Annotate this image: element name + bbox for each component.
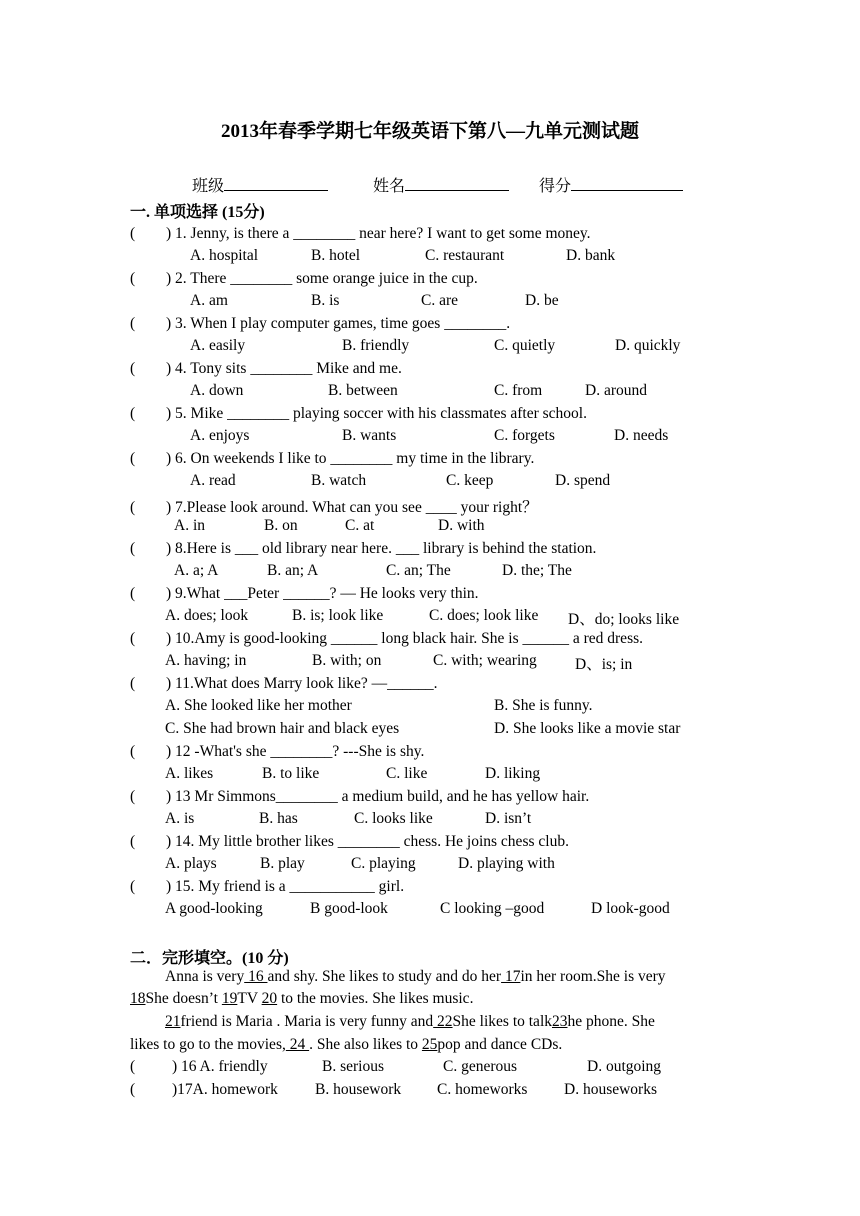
question-stem: ) 14. My little brother likes ________ chess. He joins chess club. (166, 833, 569, 850)
option-a[interactable]: A. plays (165, 855, 217, 872)
option-b[interactable]: B. wants (342, 427, 397, 444)
passage-text: . She also likes to (309, 1036, 422, 1053)
passage-text: he phone. She (567, 1013, 655, 1030)
question-stem: ) 12 -What's she ________? ---She is shy. (166, 743, 425, 760)
option-b[interactable]: B good-look (310, 900, 388, 917)
question-5: ( ) 5. Mike ________ playing soccer with his classmates after school. (130, 405, 587, 422)
option-c[interactable]: C. quietly (494, 337, 556, 354)
option-c[interactable]: C. restaurant (425, 247, 505, 264)
option-a[interactable]: A. enjoys (190, 427, 250, 444)
question-11: ( ) 11.What does Marry look like? —______. (130, 675, 438, 692)
question-7: ( ) 7.Please look around. What can you see ____ your right？ (130, 499, 538, 516)
option-d[interactable]: D. with (438, 517, 485, 534)
passage-text: and shy. She likes to study and do her (267, 968, 502, 985)
option-c[interactable]: C. at (345, 517, 375, 534)
passage-text: pop and dance CDs. (437, 1036, 563, 1053)
question-9: ( ) 9.What ___Peter ______? — He looks very thin. (130, 585, 479, 602)
option-d[interactable]: D. needs (614, 427, 669, 444)
question-12: ( ) 12 -What's she ________? ---She is shy. (130, 743, 425, 760)
question-14: ( ) 14. My little brother likes ________ chess. He joins chess club. (130, 833, 569, 850)
option-c[interactable]: C. from (494, 382, 543, 399)
option-d[interactable]: D. the; The (502, 562, 572, 579)
option-a[interactable]: A. having; in (165, 652, 247, 669)
question-17: ( )17A. homework (130, 1081, 278, 1098)
passage-text: TV (237, 990, 262, 1007)
name-field (373, 173, 509, 196)
question-3: ( ) 3. When I play computer games, time goes ________. (130, 315, 511, 332)
passage-line-1 (165, 968, 666, 986)
passage-line-4 (130, 1036, 562, 1054)
blank-23: 23 (552, 1013, 568, 1030)
blank-18: 18 (130, 990, 146, 1007)
option-b[interactable]: B. an; A (267, 562, 319, 579)
question-8: ( ) 8.Here is ___ old library near here. ___ library is behind the station. (130, 540, 597, 557)
blank-16: 16 (244, 968, 268, 985)
question-stem: ) 15. My friend is a ___________ girl. (166, 878, 405, 895)
option-d[interactable]: D、do; looks like (568, 611, 680, 628)
option-b[interactable]: B. between (328, 382, 398, 399)
question-stem: ) 6. On weekends I like to ________ my time in the library. (166, 450, 535, 467)
question-2: ( ) 2. There ________ some orange juice in the cup. (130, 270, 478, 287)
name-label: 姓名 (373, 178, 406, 195)
question-stem: ) 11.What does Marry look like? —______. (166, 675, 438, 692)
score-blank[interactable] (571, 175, 683, 191)
option-d[interactable]: D. isn’t (485, 810, 532, 827)
option-c[interactable]: C. are (421, 292, 459, 309)
question-1: ( ) 1. Jenny, is there a ________ near here? I want to get some money. (130, 225, 591, 242)
question-stem: ) 8.Here is ___ old library near here. ___ library is behind the station. (166, 540, 597, 557)
option-a[interactable]: A. read (190, 472, 236, 489)
page-title: 2013年春季学期七年级英语下第八—九单元测试题 (220, 121, 639, 142)
option-c[interactable]: C. does; look like (429, 607, 539, 624)
passage-text: likes to go to the movies, (130, 1036, 286, 1053)
option-c[interactable]: C looking –good (440, 900, 545, 917)
option-c[interactable]: C. generous (443, 1058, 518, 1075)
question-stem: ) 13 Mr Simmons________ a medium build, and he has yellow hair. (166, 788, 590, 805)
blank-20: 20 (261, 990, 278, 1007)
question-stem: ) 9.What ___Peter ______? — He looks very thin. (166, 585, 479, 602)
option-b[interactable]: B. to like (262, 765, 320, 782)
passage-line-2 (130, 990, 473, 1008)
option-b[interactable]: B. is (311, 292, 340, 309)
passage-text: to the movies. She likes music. (277, 990, 474, 1007)
option-b[interactable]: B. is; look like (292, 607, 384, 624)
option-d[interactable]: D. playing with (458, 855, 555, 872)
option-c[interactable]: C. looks like (354, 810, 433, 827)
section1-heading: 一. 单项选择 (15分) (130, 204, 265, 221)
section2-heading: 二．完形填空。(10 分) (130, 950, 289, 967)
question-13: ( ) 13 Mr Simmons________ a medium build, and he has yellow hair. (130, 788, 590, 805)
class-label: 班级 (192, 178, 225, 195)
passage-text: in her room.She is very (520, 968, 666, 985)
option-c[interactable]: C. with; wearing (433, 652, 537, 669)
option-a[interactable]: A good-looking (165, 900, 263, 917)
option-a[interactable]: A. a; A (174, 562, 219, 579)
passage-text: Anna is very (165, 968, 245, 985)
option-a[interactable]: A. in (174, 517, 205, 534)
question-15: ( ) 15. My friend is a ___________ girl. (130, 878, 405, 895)
blank-17: 17 (501, 968, 521, 985)
option-d[interactable]: D. bank (566, 247, 616, 264)
option-a[interactable]: A. does; look (165, 607, 249, 624)
option-c[interactable]: C. She had brown hair and black eyes (165, 720, 400, 737)
option-b[interactable]: B. serious (322, 1058, 384, 1075)
blank-19: 19 (221, 990, 238, 1007)
blank-25: 25 (421, 1036, 438, 1053)
option-b[interactable]: B. housework (315, 1081, 402, 1098)
option-d[interactable]: D. spend (555, 472, 611, 489)
option-d[interactable]: D、is; in (575, 656, 633, 673)
passage-text: friend is Maria . Maria is very funny and (180, 1013, 434, 1030)
option-a[interactable]: A. likes (165, 765, 214, 782)
option-b[interactable]: B. friendly (342, 337, 410, 354)
option-c[interactable]: C. playing (351, 855, 416, 872)
question-10: ( ) 10.Amy is good-looking ______ long black hair. She is ______ a red dress. (130, 630, 644, 647)
option-d[interactable]: D. be (525, 292, 559, 309)
option-b[interactable]: B. on (264, 517, 298, 534)
passage-text: She doesn’t (145, 990, 222, 1007)
name-blank[interactable] (405, 175, 509, 191)
option-d[interactable]: D. She looks like a movie star (494, 720, 681, 737)
option-c[interactable]: C. forgets (494, 427, 555, 444)
blank-21: 21 (165, 1013, 181, 1030)
option-d[interactable]: D look-good (591, 900, 670, 917)
option-b[interactable]: B. She is funny. (494, 697, 593, 714)
option-a[interactable]: A. is (165, 810, 195, 827)
option-d[interactable]: D. outgoing (587, 1058, 662, 1075)
option-d[interactable]: D. quickly (615, 337, 681, 354)
question-16: ( ) 16 A. friendly (130, 1058, 268, 1075)
option-a[interactable]: A. down (190, 382, 244, 399)
option-d[interactable]: D. houseworks (564, 1081, 657, 1098)
question-stem: ) 7.Please look around. What can you see ____ your right？ (166, 499, 538, 516)
question-6: ( ) 6. On weekends I like to ________ my time in the library. (130, 450, 535, 467)
question-stem: ) 5. Mike ________ playing soccer with his classmates after school. (166, 405, 587, 422)
question-stem: )17A. homework (172, 1081, 278, 1098)
option-d[interactable]: D. liking (485, 765, 541, 782)
option-b[interactable]: B. with; on (312, 652, 382, 669)
class-field (192, 173, 328, 196)
option-a[interactable]: A. easily (190, 337, 246, 354)
option-b[interactable]: B. watch (311, 472, 367, 489)
option-c[interactable]: C. like (386, 765, 428, 782)
passage-line-3 (165, 1013, 655, 1031)
option-a[interactable]: A. am (190, 292, 228, 309)
option-a[interactable]: A. She looked like her mother (165, 697, 352, 714)
question-stem: ) 16 A. friendly (172, 1058, 268, 1075)
question-stem: ) 2. There ________ some orange juice in the cup. (166, 270, 478, 287)
question-stem: ) 3. When I play computer games, time goes ________. (166, 315, 511, 332)
option-b[interactable]: B. hotel (311, 247, 361, 264)
passage-text: She likes to talk (452, 1013, 552, 1030)
option-c[interactable]: C. homeworks (437, 1081, 528, 1098)
question-stem: ) 4. Tony sits ________ Mike and me. (166, 360, 402, 377)
blank-22: 22 (433, 1013, 453, 1030)
question-stem: ) 1. Jenny, is there a ________ near here? I want to get some money. (166, 225, 591, 242)
option-b[interactable]: B. play (260, 855, 305, 872)
question-4: ( ) 4. Tony sits ________ Mike and me. (130, 360, 402, 377)
class-blank[interactable] (224, 175, 328, 191)
option-b[interactable]: B. has (259, 810, 298, 827)
option-c[interactable]: C. an; The (386, 562, 451, 579)
blank-24: 24 (285, 1036, 310, 1053)
score-field (539, 173, 683, 196)
score-label: 得分 (539, 178, 572, 195)
option-d[interactable]: D. around (585, 382, 647, 399)
question-stem: ) 10.Amy is good-looking ______ long black hair. She is ______ a red dress. (166, 630, 644, 647)
option-a[interactable]: A. hospital (190, 247, 259, 264)
option-c[interactable]: C. keep (446, 472, 494, 489)
